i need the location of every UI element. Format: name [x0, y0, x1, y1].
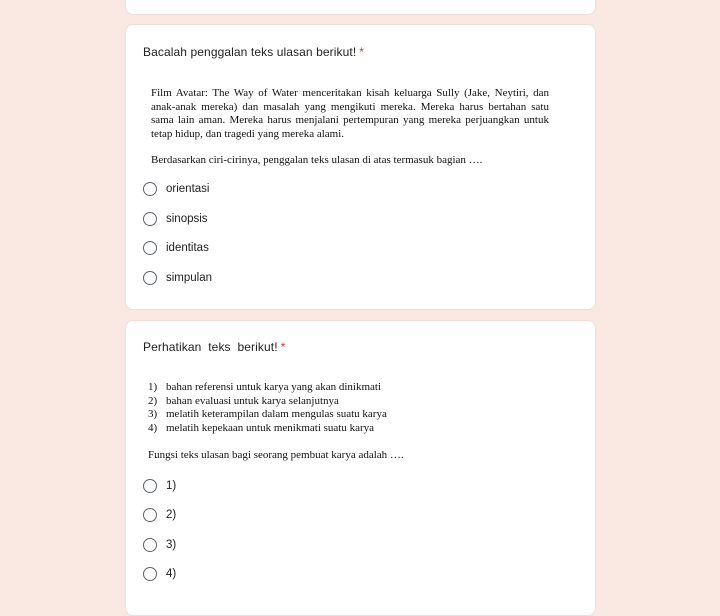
- radio-button[interactable]: [143, 241, 157, 255]
- question-card-1: [125, 24, 596, 310]
- list-item: 2) bahan evaluasi untuk karya selanjutnya: [148, 394, 339, 407]
- option-2[interactable]: [143, 505, 176, 525]
- option-label: 4): [166, 568, 177, 580]
- option-orientasi[interactable]: [143, 179, 209, 199]
- option-label: sinopsis: [166, 213, 208, 225]
- question-card-2: [125, 320, 596, 616]
- required-asterisk: *: [280, 340, 286, 354]
- list-item: 3) melatih keterampilan dalam mengulas suatu karya: [148, 408, 387, 420]
- option-1[interactable]: [143, 476, 176, 496]
- option-label: 1): [166, 480, 177, 492]
- radio-button[interactable]: [143, 508, 157, 522]
- list-item: 1) bahan referensi untuk karya yang akan dinikmati: [148, 381, 382, 393]
- question-title: Bacalah penggalan teks ulasan berikut! *: [143, 45, 365, 59]
- radio-button[interactable]: [143, 567, 157, 581]
- required-asterisk: *: [359, 45, 365, 59]
- option-label: identitas: [166, 242, 209, 254]
- radio-button[interactable]: [143, 271, 157, 285]
- previous-question-card: [125, 0, 596, 15]
- list-item: 4) melatih kepekaan untuk menikmati suatu karya: [148, 421, 375, 434]
- question-text: Fungsi teks ulasan bagi seorang pembuat karya adalah ….: [148, 449, 404, 461]
- option-label: 3): [166, 539, 177, 551]
- function-list: [148, 381, 387, 435]
- question-title: Perhatikan teks berikut! *: [143, 340, 286, 354]
- radio-button[interactable]: [143, 212, 157, 226]
- option-label: 2): [166, 509, 177, 521]
- option-4[interactable]: [143, 564, 176, 584]
- option-sinopsis[interactable]: [143, 209, 208, 229]
- radio-button[interactable]: [143, 182, 157, 196]
- question-text: Berdasarkan ciri-cirinya, penggalan teks ulasan di atas termasuk bagian ….: [151, 154, 483, 166]
- radio-button[interactable]: [143, 538, 157, 552]
- option-3[interactable]: [143, 535, 176, 555]
- option-simpulan[interactable]: [143, 268, 212, 288]
- option-label: simpulan: [166, 272, 213, 284]
- radio-button[interactable]: [143, 479, 157, 493]
- review-passage: Film Avatar: The Way of Water menceritakan kisah keluarga Sully (Jake, Neytiri, dan anak-anak mereka) dan masalah yang mengikuti mereka. Mereka harus bertahan satu sama lain aman. Mereka harus menjalani pertempuran yang mereka perjuangkan untuk tetap hidup, dan tragedi yang mereka alami.: [151, 87, 549, 140]
- option-label: orientasi: [166, 183, 210, 195]
- option-identitas[interactable]: [143, 238, 209, 258]
